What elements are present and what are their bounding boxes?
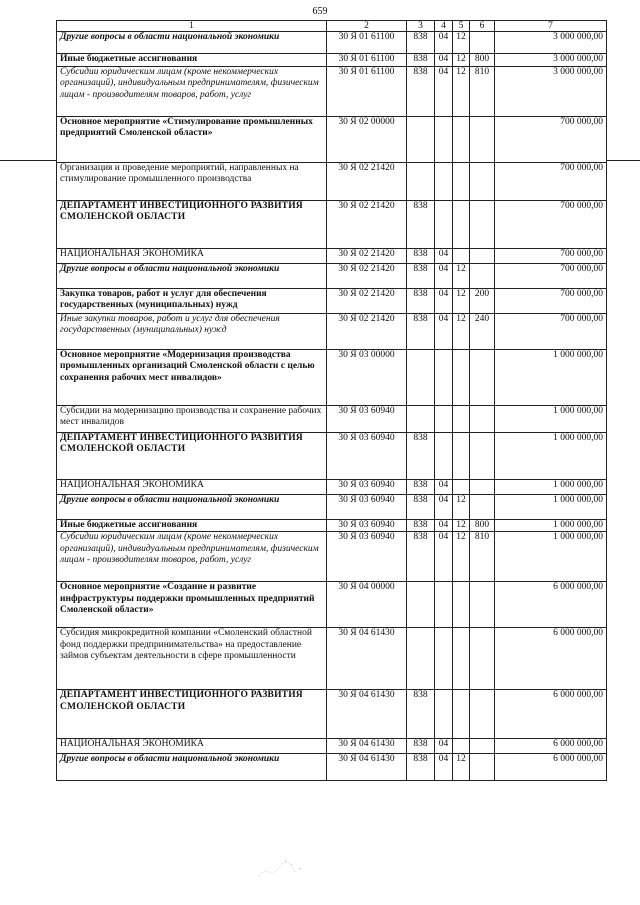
row-pr: 12 [453,32,470,54]
row-pr [453,739,470,754]
row-name: Основное мероприятие «Создание и развитие инфраструктуры поддержки промышленных предприятий Смоленской области» [57,582,327,628]
row-rz: 04 [435,313,453,349]
row-name: Субсидия микрокредитной компании «Смоленский областной фонд поддержки предпринимательства» на предоставление займов субъектам деятельности в сфере промышленности [57,628,327,690]
row-name: НАЦИОНАЛЬНАЯ ЭКОНОМИКА [57,248,327,263]
row-vr [470,162,495,200]
table-row [57,582,607,628]
row-pr: 12 [453,66,470,116]
page-number: 659 [312,6,328,17]
row-pr [453,248,470,263]
scan-artifact-line-left [0,160,56,161]
row-csr: 30 Я 01 61100 [327,32,407,54]
row-vr [470,32,495,54]
row-csr: 30 Я 04 61430 [327,628,407,690]
row-rz: 04 [435,248,453,263]
table-row [57,754,607,781]
header-cell: 1 [57,21,327,32]
row-name: НАЦИОНАЛЬНАЯ ЭКОНОМИКА [57,479,327,494]
row-grbs [407,162,435,200]
row-csr: 30 Я 02 21420 [327,263,407,288]
row-rz [435,405,453,432]
table-row [57,162,607,200]
row-sum: 1 000 000,00 [495,494,607,519]
row-csr: 30 Я 01 61100 [327,54,407,67]
row-csr: 30 Я 02 21420 [327,313,407,349]
row-name: Субсидии юридическим лицам (кроме некоммерческих организаций), индивидуальным предпринимателям, физическим лицам - производителям товаров, работ, услуг [57,66,327,116]
row-csr: 30 Я 02 21420 [327,248,407,263]
row-vr [470,754,495,781]
header-cell: 2 [327,21,407,32]
row-grbs: 838 [407,32,435,54]
table-header-row [57,21,607,32]
row-vr [470,248,495,263]
row-sum: 700 000,00 [495,313,607,349]
row-csr: 30 Я 04 00000 [327,582,407,628]
row-rz: 04 [435,32,453,54]
row-sum: 6 000 000,00 [495,754,607,781]
row-rz [435,628,453,690]
row-name: Другие вопросы в области национальной экономики [57,494,327,519]
table-row [57,519,607,532]
row-grbs: 838 [407,494,435,519]
row-grbs [407,405,435,432]
row-pr [453,116,470,162]
row-grbs: 838 [407,532,435,582]
row-grbs: 838 [407,54,435,67]
row-csr: 30 Я 02 00000 [327,116,407,162]
table-row [57,313,607,349]
row-name: Иные бюджетные ассигнования [57,519,327,532]
table-row [57,405,607,432]
row-rz: 04 [435,288,453,313]
row-rz: 04 [435,54,453,67]
row-sum: 6 000 000,00 [495,690,607,739]
row-grbs [407,582,435,628]
header-cell: 4 [435,21,453,32]
row-csr: 30 Я 02 21420 [327,200,407,248]
row-rz: 04 [435,519,453,532]
row-sum: 1 000 000,00 [495,349,607,405]
row-sum: 3 000 000,00 [495,54,607,67]
row-vr [470,690,495,739]
row-grbs: 838 [407,479,435,494]
row-grbs: 838 [407,66,435,116]
row-pr: 12 [453,519,470,532]
row-vr: 800 [470,54,495,67]
row-name: Иные закупки товаров, работ и услуг для обеспечения государственных (муниципальных) нужд [57,313,327,349]
row-name: Закупка товаров, работ и услуг для обеспечения государственных (муниципальных) нужд [57,288,327,313]
row-rz [435,162,453,200]
row-grbs: 838 [407,248,435,263]
header-cell: 7 [495,21,607,32]
row-pr [453,690,470,739]
row-csr: 30 Я 02 21420 [327,288,407,313]
row-sum: 1 000 000,00 [495,519,607,532]
table-row [57,66,607,116]
row-csr: 30 Я 02 21420 [327,162,407,200]
row-rz [435,200,453,248]
row-sum: 1 000 000,00 [495,532,607,582]
row-vr [470,432,495,479]
row-grbs [407,628,435,690]
row-rz: 04 [435,739,453,754]
row-grbs: 838 [407,432,435,479]
row-rz [435,432,453,479]
row-pr: 12 [453,532,470,582]
row-sum: 700 000,00 [495,200,607,248]
row-pr: 12 [453,288,470,313]
row-csr: 30 Я 04 61430 [327,754,407,781]
row-pr: 12 [453,263,470,288]
table-row [57,263,607,288]
row-vr [470,405,495,432]
row-name: Субсидии юридическим лицам (кроме некоммерческих организаций), индивидуальным предпринимателям, физическим лицам - производителям товаров, работ, услуг [57,532,327,582]
row-pr: 12 [453,754,470,781]
row-pr: 12 [453,494,470,519]
row-sum: 1 000 000,00 [495,405,607,432]
row-vr: 240 [470,313,495,349]
table-row [57,494,607,519]
row-pr [453,162,470,200]
row-rz: 04 [435,479,453,494]
row-sum: 1 000 000,00 [495,479,607,494]
row-pr [453,200,470,248]
row-vr [470,200,495,248]
row-name: Организация и проведение мероприятий, направленных на стимулирование промышленного производства [57,162,327,200]
row-pr [453,432,470,479]
row-name: ДЕПАРТАМЕНТ ИНВЕСТИЦИОННОГО РАЗВИТИЯ СМОЛЕНСКОЙ ОБЛАСТИ [57,200,327,248]
row-grbs: 838 [407,263,435,288]
row-name: Основное мероприятие «Модернизация производства промышленных организаций Смоленской области с целью сохранения рабочих мест инвалидов» [57,349,327,405]
row-rz: 04 [435,494,453,519]
row-vr: 810 [470,532,495,582]
row-csr: 30 Я 03 60940 [327,494,407,519]
row-sum: 700 000,00 [495,162,607,200]
table-row [57,532,607,582]
row-grbs: 838 [407,519,435,532]
table-row [57,116,607,162]
row-name: Другие вопросы в области национальной экономики [57,32,327,54]
row-rz [435,690,453,739]
table-row [57,288,607,313]
scan-artifact-line-right [606,160,640,161]
row-sum: 1 000 000,00 [495,432,607,479]
row-pr [453,349,470,405]
row-vr [470,349,495,405]
budget-table [56,20,607,781]
row-vr [470,479,495,494]
row-rz: 04 [435,754,453,781]
row-name: Иные бюджетные ассигнования [57,54,327,67]
table-row [57,739,607,754]
row-sum: 700 000,00 [495,263,607,288]
row-name: НАЦИОНАЛЬНАЯ ЭКОНОМИКА [57,739,327,754]
row-grbs: 838 [407,200,435,248]
row-vr [470,494,495,519]
table-row [57,690,607,739]
row-vr [470,116,495,162]
row-vr [470,263,495,288]
row-sum: 6 000 000,00 [495,582,607,628]
table-row [57,200,607,248]
row-vr: 800 [470,519,495,532]
row-name: ДЕПАРТАМЕНТ ИНВЕСТИЦИОННОГО РАЗВИТИЯ СМОЛЕНСКОЙ ОБЛАСТИ [57,690,327,739]
row-csr: 30 Я 03 60940 [327,479,407,494]
row-pr [453,628,470,690]
header-cell: 6 [470,21,495,32]
row-rz: 04 [435,66,453,116]
row-grbs: 838 [407,690,435,739]
row-grbs: 838 [407,754,435,781]
row-csr: 30 Я 03 60940 [327,405,407,432]
table-row [57,32,607,54]
row-grbs [407,116,435,162]
row-sum: 6 000 000,00 [495,628,607,690]
table-row [57,248,607,263]
row-sum: 700 000,00 [495,116,607,162]
table-row [57,479,607,494]
row-rz [435,349,453,405]
row-sum: 3 000 000,00 [495,66,607,116]
row-pr: 12 [453,54,470,67]
row-rz [435,116,453,162]
row-csr: 30 Я 03 00000 [327,349,407,405]
row-rz: 04 [435,532,453,582]
row-name: Другие вопросы в области национальной экономики [57,754,327,781]
row-sum: 700 000,00 [495,288,607,313]
row-csr: 30 Я 04 61430 [327,690,407,739]
row-csr: 30 Я 01 61100 [327,66,407,116]
row-vr: 200 [470,288,495,313]
row-pr: 12 [453,313,470,349]
row-rz: 04 [435,263,453,288]
row-grbs: 838 [407,739,435,754]
row-vr [470,582,495,628]
row-vr: 810 [470,66,495,116]
row-csr: 30 Я 03 60940 [327,519,407,532]
row-sum: 700 000,00 [495,248,607,263]
row-pr [453,582,470,628]
row-pr [453,405,470,432]
row-name: Основное мероприятие «Стимулирование промышленных предприятий Смоленской области» [57,116,327,162]
row-sum: 3 000 000,00 [495,32,607,54]
row-vr [470,628,495,690]
table-row [57,349,607,405]
row-name: Субсидии на модернизацию производства и сохранение рабочих мест инвалидов [57,405,327,432]
table-row [57,432,607,479]
row-name: ДЕПАРТАМЕНТ ИНВЕСТИЦИОННОГО РАЗВИТИЯ СМОЛЕНСКОЙ ОБЛАСТИ [57,432,327,479]
row-csr: 30 Я 03 60940 [327,432,407,479]
row-grbs: 838 [407,288,435,313]
row-rz [435,582,453,628]
header-cell: 3 [407,21,435,32]
scan-smudge [255,856,315,884]
table-row [57,54,607,67]
row-csr: 30 Я 04 61430 [327,739,407,754]
table-row [57,628,607,690]
row-vr [470,739,495,754]
row-grbs [407,349,435,405]
header-cell: 5 [453,21,470,32]
row-pr [453,479,470,494]
row-sum: 6 000 000,00 [495,739,607,754]
row-name: Другие вопросы в области национальной экономики [57,263,327,288]
row-grbs: 838 [407,313,435,349]
row-csr: 30 Я 03 60940 [327,532,407,582]
